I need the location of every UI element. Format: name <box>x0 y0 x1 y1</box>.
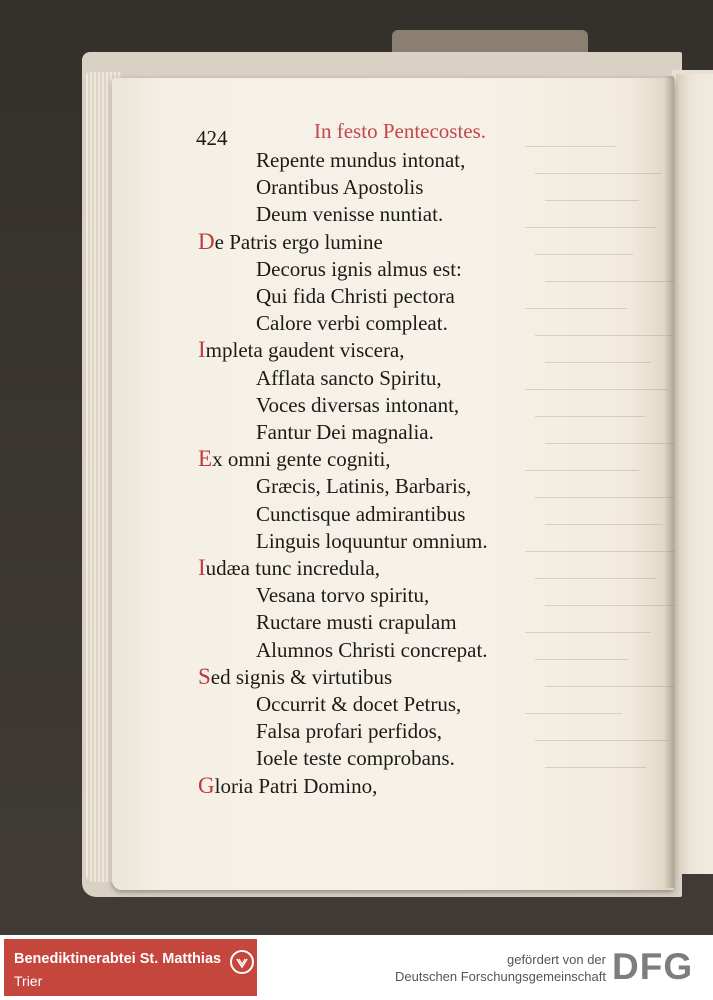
text-line <box>256 692 461 716</box>
show-through-line <box>535 254 633 255</box>
rubric-initial: G <box>198 772 215 798</box>
abbey-logo-icon <box>230 950 254 974</box>
rubric-initial: S <box>198 663 211 689</box>
text-line <box>198 230 383 254</box>
line-text: Qui fida Christi pectora <box>256 284 455 308</box>
line-text: udæa tunc incredula, <box>205 556 381 580</box>
line-text: Falsa profari perfidos, <box>256 719 443 744</box>
institution-name: Benediktinerabtei St. Matthias <box>14 951 222 967</box>
show-through-line <box>525 308 627 309</box>
line-text: Græcis, Latinis, Barbaris, <box>256 474 472 499</box>
show-through-text <box>505 132 675 832</box>
line-text: x omni gente cogniti, <box>212 447 391 472</box>
show-through-line <box>545 443 675 444</box>
running-title: In festo Pentecostes. <box>314 119 487 143</box>
line-text: mpleta gaudent viscera, <box>205 338 405 363</box>
show-through-line <box>525 632 651 633</box>
text-line <box>256 474 471 498</box>
show-through-line <box>535 497 675 498</box>
line-text: Repente mundus intonat, <box>256 148 466 172</box>
text-line <box>256 746 455 770</box>
text-line <box>256 719 442 743</box>
text-line <box>198 338 405 362</box>
funding-line-2: Deutschen Forschungsgemeinschaft <box>394 969 606 984</box>
rubric-initial: I <box>198 555 206 580</box>
page-number: 424 <box>196 126 228 150</box>
line-text: ed signis & virtutibus <box>210 664 393 689</box>
show-through-line <box>545 686 675 687</box>
funding-line-1: gefördert von der <box>506 952 606 967</box>
text-line <box>256 502 465 526</box>
line-text: Linguis loquuntur omnium. <box>256 528 488 553</box>
text-line <box>256 583 429 607</box>
show-through-line <box>525 146 615 147</box>
show-through-line <box>545 200 639 201</box>
line-text: Occurrit & docet Petrus, <box>256 692 462 716</box>
rubric-initial: D <box>198 228 215 254</box>
institution-panel <box>4 939 257 996</box>
line-text: Voces diversas intonant, <box>256 392 460 417</box>
show-through-line <box>535 335 674 336</box>
line-text: Fantur Dei magnalia. <box>256 420 434 444</box>
show-through-line <box>545 767 646 768</box>
text-line <box>198 665 392 689</box>
show-through-line <box>545 524 663 525</box>
show-through-line <box>535 578 657 579</box>
show-through-line <box>535 740 669 741</box>
text-line <box>256 257 462 281</box>
show-through-line <box>535 173 662 174</box>
text-line <box>198 774 377 798</box>
line-text: Calore verbi compleat. <box>256 311 448 336</box>
show-through-line <box>535 659 628 660</box>
institution-city: Trier <box>14 973 43 989</box>
text-line <box>198 556 380 580</box>
line-text: loria Patri Domino, <box>214 773 378 798</box>
show-through-line <box>535 416 645 417</box>
dfg-logo: DFG <box>612 946 694 987</box>
facing-page <box>676 74 713 874</box>
show-through-line <box>545 605 675 606</box>
line-text: Ioele teste comprobans. <box>256 746 455 771</box>
text-line <box>256 638 488 662</box>
rubric-initial: E <box>198 446 213 472</box>
text-line <box>256 393 459 417</box>
line-text: e Patris ergo lumine <box>214 229 383 254</box>
show-through-line <box>545 281 675 282</box>
text-line <box>256 610 457 634</box>
text-line <box>256 311 448 335</box>
text-line <box>256 366 442 390</box>
show-through-line <box>525 470 639 471</box>
footer-bar <box>0 935 713 1000</box>
text-line <box>198 447 391 471</box>
show-through-line <box>525 713 622 714</box>
line-text: Vesana torvo spiritu, <box>256 583 430 608</box>
line-text: Decorus ignis almus est: <box>256 256 462 281</box>
line-text: Afflata sancto Spiritu, <box>256 365 442 390</box>
show-through-line <box>525 551 675 552</box>
text-line <box>256 420 434 444</box>
line-text: Cunctisque admirantibus <box>256 501 466 526</box>
show-through-line <box>545 362 651 363</box>
line-text: Alumnos Christi concrepat. <box>256 637 488 662</box>
rubric-initial: I <box>198 337 206 363</box>
show-through-line <box>525 389 668 390</box>
show-through-line <box>525 227 656 228</box>
line-text: Deum venisse nuntiat. <box>256 202 444 227</box>
line-text: Ructare musti crapulam <box>256 610 457 635</box>
line-text: Orantibus Apostolis <box>256 175 424 200</box>
text-line <box>256 148 465 172</box>
text-line <box>256 202 443 226</box>
text-line <box>256 284 455 308</box>
text-line <box>256 175 423 199</box>
text-line <box>256 529 488 553</box>
